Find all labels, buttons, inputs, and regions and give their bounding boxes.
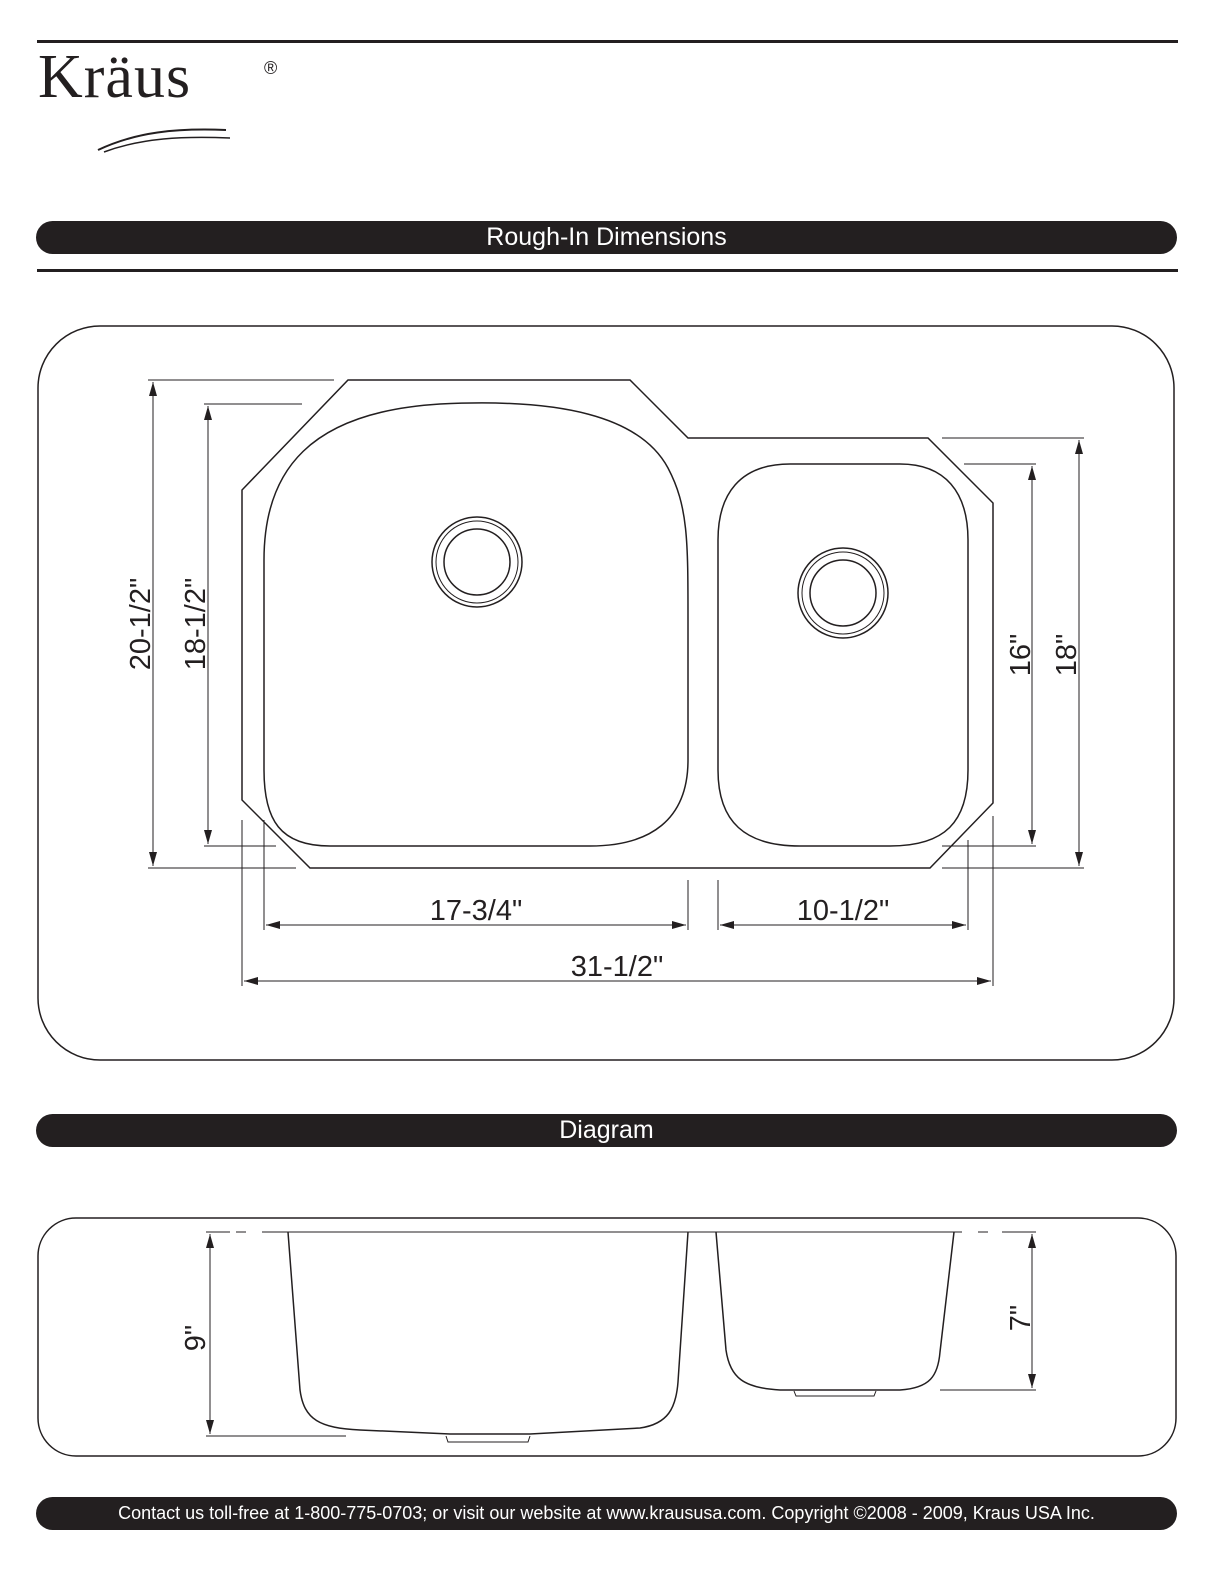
label-overall-width: 31-1/2" — [570, 951, 664, 983]
label-large-bowl-height: 9" — [180, 1324, 212, 1352]
label-overall-depth-left: 20-1/2" — [125, 577, 157, 671]
large-bowl-outline — [264, 403, 688, 846]
label-large-bowl-width: 17-3/4" — [429, 895, 523, 927]
registered-mark: ® — [264, 58, 278, 78]
label-small-bowl-depth: 16" — [1005, 633, 1037, 677]
diagram-title: Diagram — [559, 1116, 654, 1144]
logo-wordmark: Kräus — [38, 43, 192, 111]
large-bowl-profile — [288, 1232, 688, 1434]
footer-bar — [36, 1497, 1177, 1530]
footer-contact-text: Contact us toll-free at 1-800-775-0703; or visit our website at www.kraususa.com. Copyright ©2008 - 2009, Kraus USA Inc. — [118, 1503, 1095, 1523]
small-bowl-outline — [718, 464, 968, 846]
label-small-bowl-width: 10-1/2" — [796, 895, 890, 927]
dimension-20-1-2 — [148, 380, 334, 868]
dimension-9 — [206, 1232, 346, 1436]
small-bowl-drain-icon — [798, 548, 888, 638]
rough-in-title: Rough-In Dimensions — [486, 223, 727, 251]
sink-outer-outline — [242, 380, 993, 868]
label-large-bowl-depth: 18-1/2" — [180, 577, 212, 671]
small-bowl-profile — [716, 1232, 954, 1390]
label-overall-depth-right: 18" — [1051, 633, 1083, 677]
large-bowl-drain-icon — [432, 517, 522, 607]
label-small-bowl-height: 7" — [1005, 1304, 1037, 1332]
